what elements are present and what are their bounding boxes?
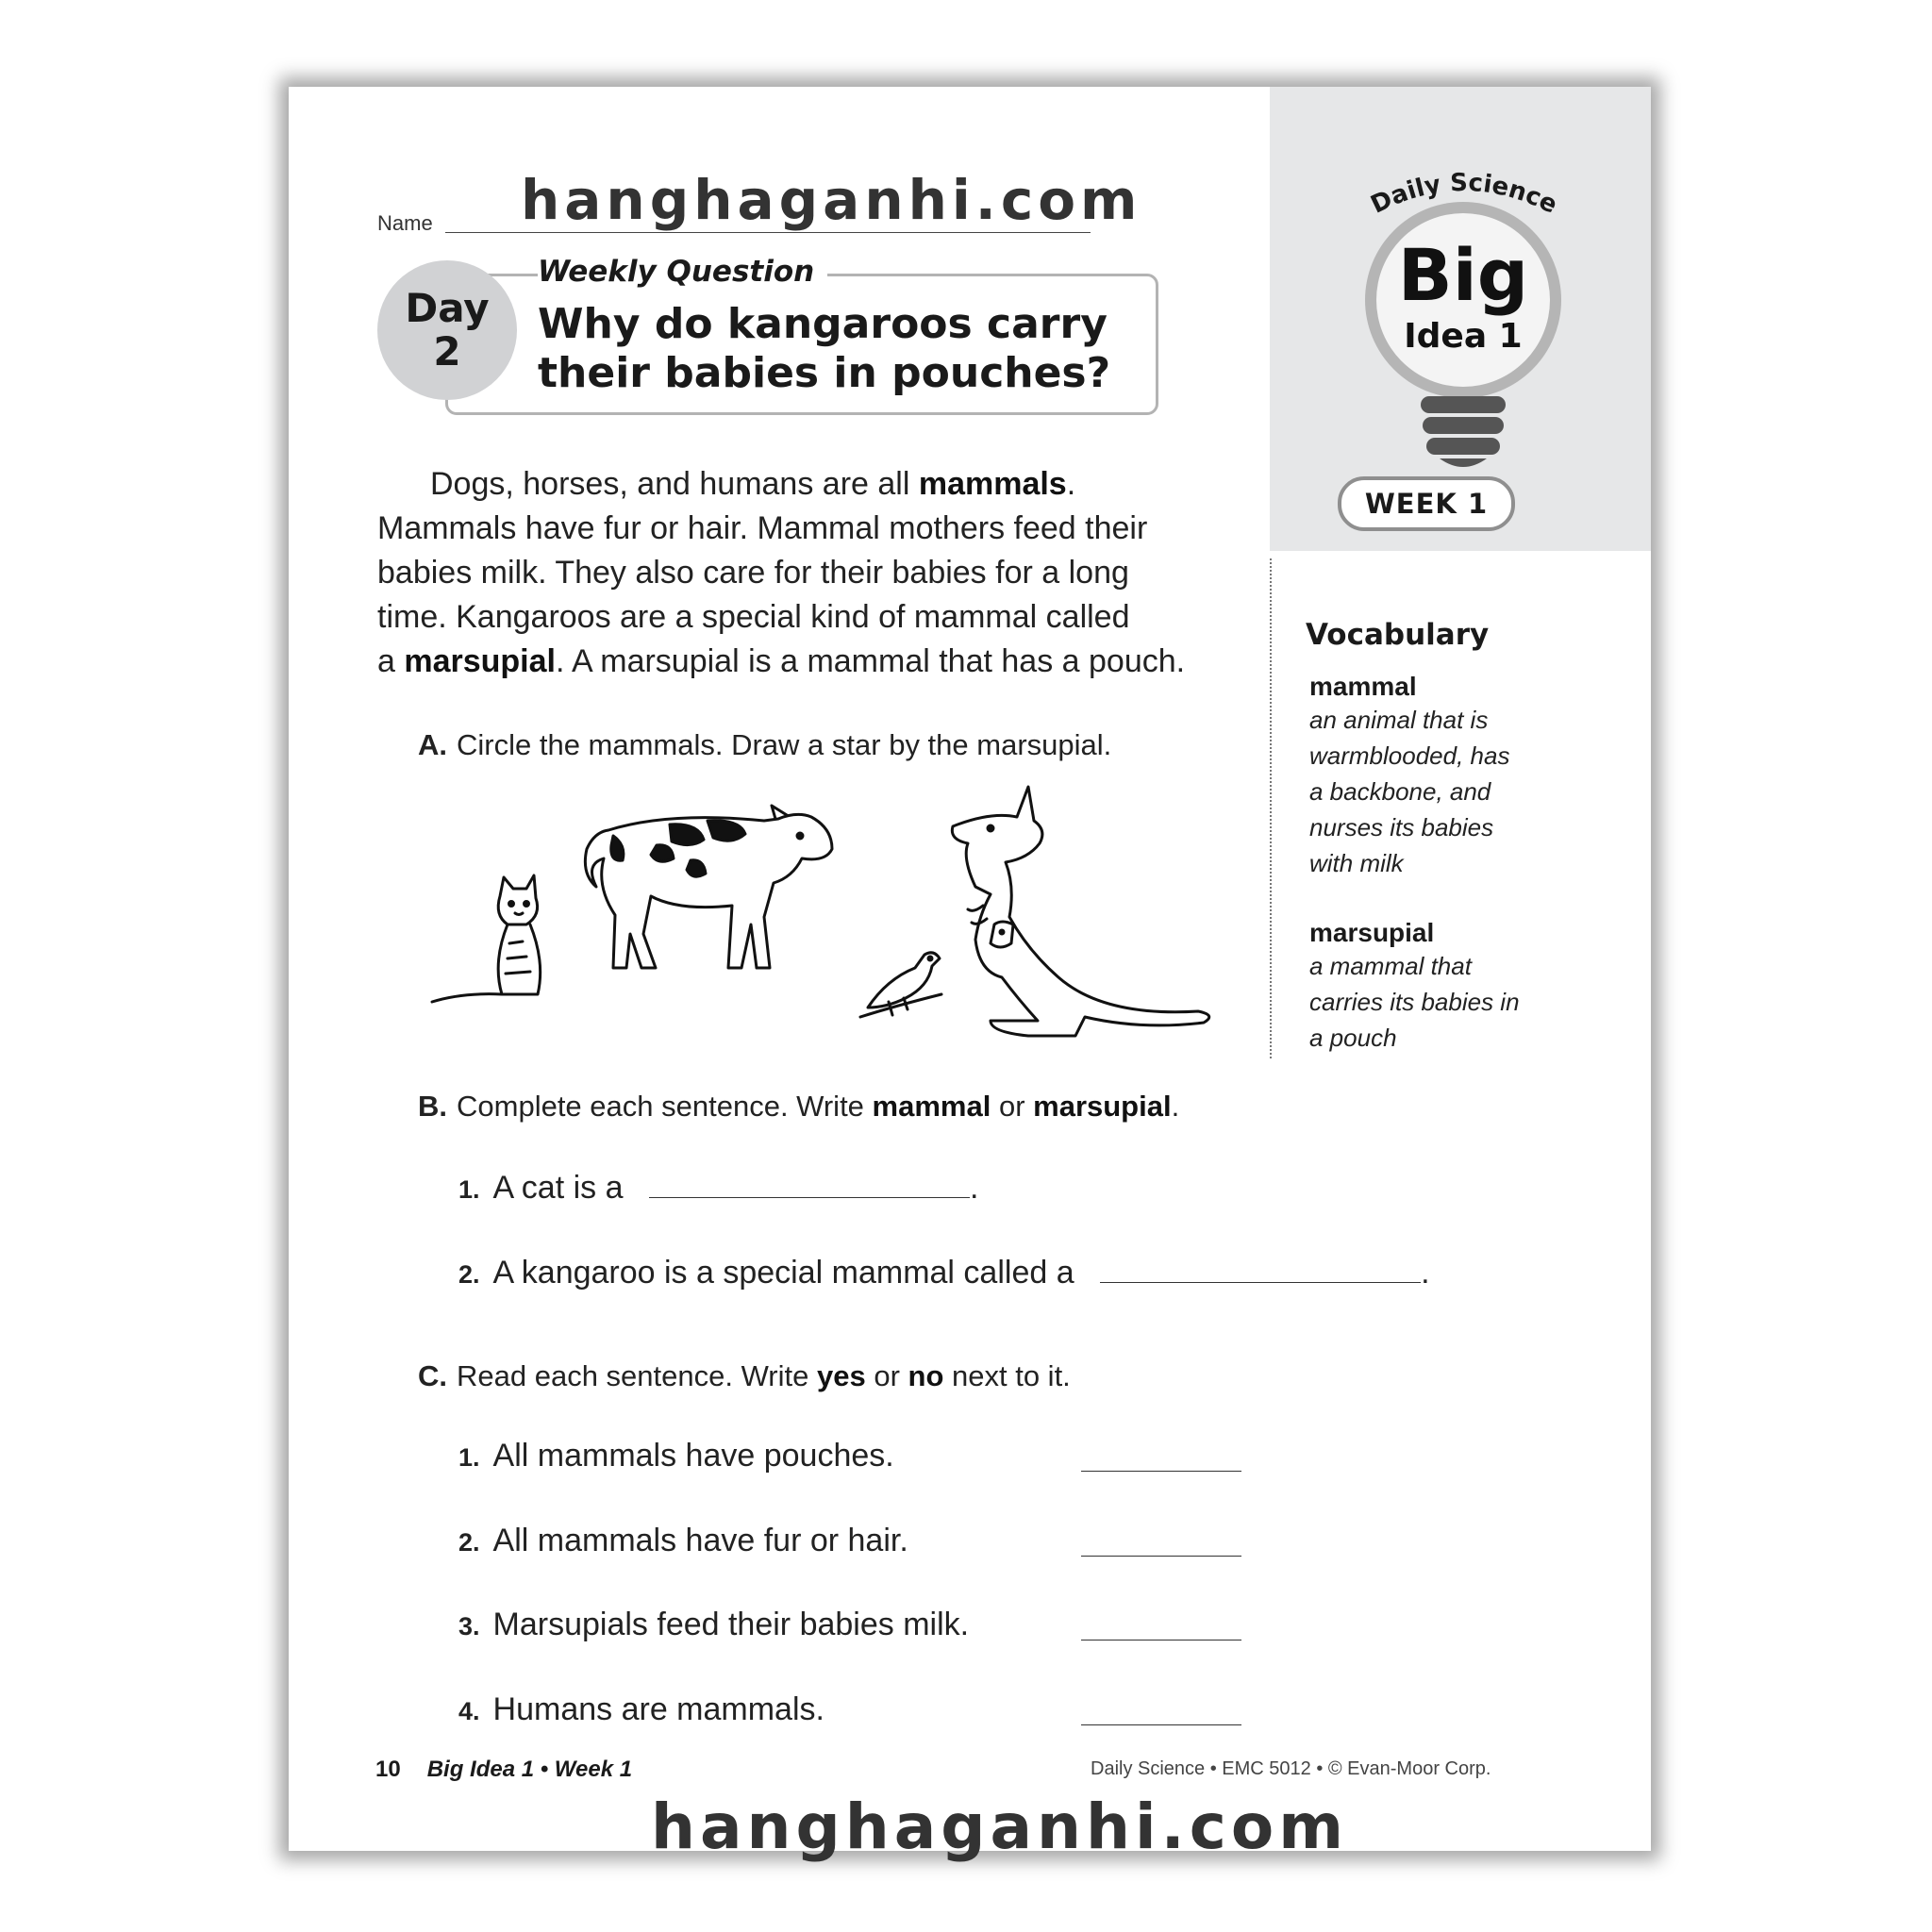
- term-mammals: mammals: [918, 466, 1067, 502]
- vocab-entry-mammal: [1309, 672, 1526, 881]
- section-a-instruction: A. Circle the mammals. Draw a star by the marsupial.: [418, 728, 1112, 761]
- reading-passage: Dogs, horses, and humans are all mammals. Mammals have fur or hair. Mammal mothers feed their babies milk. They also care for their babies for a long time. Kangaroos are a special kind of mammal called a marsupial. A marsupial is a mammal that has a pouch.: [377, 466, 1186, 679]
- weekly-question: [538, 300, 1160, 398]
- question-line-2: their babies in pouches?: [538, 349, 1111, 397]
- day-badge: [377, 260, 517, 400]
- vocab-definition: an animal that is warmblooded, has a backbone, and nurses its babies with milk: [1309, 706, 1510, 877]
- section-b-item-2: 2. A kangaroo is a special mammal called a .: [458, 1255, 1430, 1291]
- name-label: Name: [377, 211, 433, 235]
- vocab-term: marsupial: [1309, 918, 1435, 947]
- section-c-item-4: 4. Humans are mammals.: [458, 1691, 824, 1727]
- footer-unit: Big Idea 1 • Week 1: [426, 1757, 633, 1782]
- vocab-definition: a mammal that carries its babies in a pouch: [1309, 952, 1520, 1052]
- page-number: 10: [375, 1757, 401, 1782]
- section-c-item-3: 3. Marsupials feed their babies milk.: [458, 1607, 970, 1642]
- logo-big-text: Big: [1397, 233, 1529, 317]
- section-c-item-1: 1. All mammals have pouches.: [458, 1438, 894, 1474]
- bulb-tip: [1440, 458, 1487, 467]
- watermark-bottom: hanghaganhi.com: [651, 1790, 1348, 1863]
- answer-line-c3[interactable]: [1081, 1639, 1241, 1641]
- cat-drawing[interactable]: [432, 875, 541, 1002]
- section-c-instruction: C. Read each sentence. Write yes or no next to it.: [418, 1359, 1071, 1392]
- bird-drawing[interactable]: [860, 953, 941, 1017]
- footer-copyright: Daily Science • EMC 5012 • © Evan-Moor Corp.: [1091, 1758, 1491, 1779]
- vocabulary-title: Vocabulary: [1306, 618, 1490, 652]
- section-b-item-1: 1. A cat is a .: [458, 1170, 979, 1206]
- weekly-question-label: Weekly Question: [538, 255, 827, 289]
- day-label: Day: [405, 285, 490, 331]
- cow-drawing[interactable]: [585, 806, 832, 968]
- day-number: 2: [433, 328, 461, 375]
- answer-line-c1[interactable]: [1081, 1470, 1241, 1472]
- sidebar-divider: [1270, 558, 1272, 1058]
- footer-left: [375, 1757, 632, 1783]
- bulb-thread-1: [1421, 396, 1506, 413]
- bulb-thread-2: [1423, 417, 1504, 434]
- logo-idea-text: Idea 1: [1404, 317, 1523, 356]
- animal-illustrations: [425, 783, 1245, 1057]
- vocab-entry-marsupial: [1309, 918, 1526, 1056]
- section-b-instruction: B. Complete each sentence. Write mammal or marsupial.: [418, 1090, 1180, 1123]
- section-c-item-2: 2. All mammals have fur or hair.: [458, 1523, 908, 1558]
- answer-blank-b2[interactable]: [1100, 1281, 1421, 1283]
- week-badge: WEEK 1: [1338, 476, 1515, 531]
- bulb-thread-3: [1426, 438, 1500, 455]
- question-line-1: Why do kangaroos carry: [538, 300, 1108, 348]
- answer-line-c2[interactable]: [1081, 1555, 1241, 1557]
- name-field-line[interactable]: [445, 232, 1091, 233]
- vocab-term: mammal: [1309, 672, 1417, 701]
- answer-blank-b1[interactable]: [649, 1196, 970, 1198]
- big-idea-lightbulb-logo: [1307, 158, 1619, 479]
- answer-line-c4[interactable]: [1081, 1724, 1241, 1725]
- kangaroo-drawing[interactable]: [952, 787, 1208, 1036]
- logo-arc-text: Daily Science: [1366, 168, 1562, 220]
- watermark-top: hanghaganhi.com: [521, 168, 1142, 232]
- term-marsupial: marsupial: [404, 643, 556, 679]
